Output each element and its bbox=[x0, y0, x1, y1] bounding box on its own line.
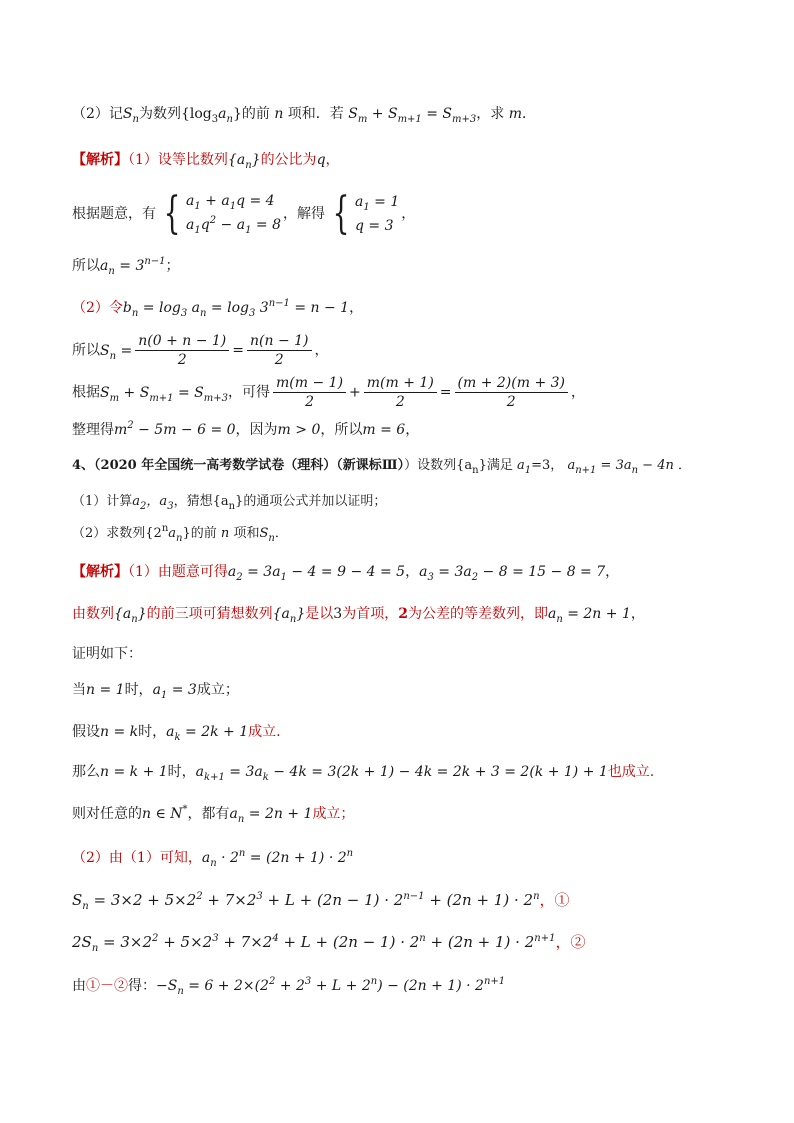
math: $\{a_n\}$ bbox=[227, 152, 261, 171]
solution2-line1 bbox=[72, 562, 619, 584]
text: 的公比为 bbox=[260, 152, 317, 168]
text: 成立. bbox=[248, 724, 281, 740]
math: $a_k = 2k + 1$ bbox=[166, 724, 249, 743]
text: ）设数列{a bbox=[404, 458, 473, 473]
text: （2）记 bbox=[72, 106, 123, 122]
circled-2: ② bbox=[114, 978, 128, 994]
text: ， bbox=[405, 564, 420, 580]
math: $a_n \cdot 2^n = (2n + 1) \cdot 2^n$ bbox=[201, 848, 354, 869]
solution2-line7 bbox=[72, 804, 354, 826]
text: =3， bbox=[531, 458, 564, 473]
math: m > 0 bbox=[277, 422, 321, 438]
math: n = 1 bbox=[86, 682, 125, 698]
text: }满足 bbox=[478, 458, 513, 473]
text: ； bbox=[165, 258, 180, 274]
text: 2 bbox=[398, 606, 408, 622]
solution2-line6 bbox=[72, 762, 654, 784]
text: ， bbox=[630, 606, 645, 622]
solution1-line3 bbox=[72, 256, 180, 278]
text: ， bbox=[405, 422, 420, 438]
text: 的前三项可猜想数列 bbox=[146, 606, 273, 622]
text: ， bbox=[571, 384, 585, 401]
math: $S_n$ bbox=[122, 106, 139, 125]
text: ，都有 bbox=[187, 806, 230, 822]
text: 是以 bbox=[305, 606, 334, 622]
math: $S_m + S_{m+1} = S_{m+3}$ bbox=[348, 106, 477, 125]
math: $a_1$ bbox=[517, 458, 532, 476]
fraction: $\frac{n(n - 1)}{2}$ bbox=[247, 332, 312, 369]
text: ． bbox=[522, 106, 536, 122]
solution2-line4 bbox=[72, 680, 239, 702]
math: q bbox=[316, 152, 326, 168]
question-number: 4、（ bbox=[72, 458, 101, 473]
math: $a_2$，$a_3$ bbox=[132, 494, 174, 512]
text: ， bbox=[325, 152, 340, 168]
question-4-part1: （1）计算$a_2$，$a_3$，猜想$\{a_n\}$的通项公式并加以证明； bbox=[72, 494, 387, 512]
text: 3 bbox=[333, 606, 343, 622]
equation-marker: ，② bbox=[555, 933, 586, 951]
math: m bbox=[508, 106, 522, 122]
text: 也成立. bbox=[607, 764, 655, 780]
text: }的通项公式并加以证明； bbox=[235, 494, 387, 509]
solution2-line8 bbox=[72, 848, 353, 870]
solution1-line2 bbox=[72, 190, 415, 238]
text: 则对任意的 bbox=[72, 806, 142, 822]
text: ，所以 bbox=[320, 422, 363, 438]
math: $a_1 = 3$ bbox=[152, 682, 197, 701]
math: $a_{n+1} = 3a_n - 4n$ bbox=[567, 458, 674, 476]
text: ， bbox=[314, 342, 329, 359]
math: m = 6 bbox=[362, 422, 406, 438]
solution2-line9 bbox=[72, 890, 570, 913]
text: 项和．若 bbox=[287, 106, 344, 122]
question-4: 4、（2020 年全国统一高考数学试卷（理科）（新课标Ⅲ））设数列$\{a_n\}$满足 $a_1=3$， $a_{n+1} = 3a_n - 4n$ ． bbox=[72, 458, 691, 476]
text: 为数列{log bbox=[138, 106, 212, 122]
fraction: $\frac{m(m - 1)}{2}$ bbox=[273, 374, 346, 411]
text: 当 bbox=[72, 682, 86, 698]
circled-1: ① bbox=[86, 978, 100, 994]
math: $-S_n = 6 + 2\times(2^2 + 2^3 + L + 2^n) - (2n + 1) \cdot 2^{n+1}$ bbox=[156, 976, 506, 997]
solution2-line2 bbox=[72, 604, 645, 626]
math: $b_n = \log_3 a_n = \log_3 3^{n-1} = n - 1$ bbox=[122, 298, 350, 319]
text: 那么 bbox=[72, 764, 100, 780]
solution1-line1 bbox=[72, 150, 340, 172]
text: 所以 bbox=[72, 258, 100, 274]
solution1-line6: 根据$S_m + S_{m+1} = S_{m+3}$，可得 $\frac{m(m - 1)}{2}$ + $\frac{m(m + 1)}{2}$ = $\frac{(m + 2)(m + 3)}{2}$ ， bbox=[72, 375, 585, 410]
math: $\{a_n\}$ bbox=[114, 606, 147, 625]
math: $S_m + S_{m+1} = S_{m+3}$ bbox=[100, 384, 229, 404]
question-source: 2020 年全国统一高考数学试卷（理科）（新课标Ⅲ） bbox=[100, 458, 405, 473]
text: ，猜想{a bbox=[173, 494, 229, 509]
text: 得： bbox=[128, 978, 156, 994]
text: （2）令 bbox=[72, 300, 123, 316]
math: $a_2 = 3a_1 - 4 = 9 - 4 = 5$ bbox=[227, 564, 406, 583]
solution2-line10 bbox=[72, 932, 585, 955]
equation-marker: ，① bbox=[539, 891, 570, 909]
text: 整理得 bbox=[72, 422, 114, 438]
text: }的前 bbox=[182, 526, 217, 541]
text: 由 bbox=[72, 978, 86, 994]
solution1-line7 bbox=[72, 420, 419, 442]
text: ，因为 bbox=[235, 422, 278, 438]
text: 项和 bbox=[233, 526, 260, 541]
text: 成立； bbox=[312, 806, 355, 822]
text: 成立； bbox=[196, 682, 239, 698]
solution-tag: 【解析】 bbox=[72, 152, 128, 168]
solution2-line11 bbox=[72, 976, 505, 998]
text: 时， bbox=[138, 724, 167, 740]
text: 根据题意，有 bbox=[72, 206, 156, 222]
text: ． bbox=[274, 526, 288, 541]
math: $a_3 = 3a_2 - 8 = 15 - 8 = 7$ bbox=[419, 564, 606, 583]
equation-system: { $a_1 + a_1q = 4$ $a_1q^2 - a_1 = 8$ bbox=[163, 188, 281, 239]
text: ，求 bbox=[476, 106, 505, 122]
equation-system: { $a_1 = 1$ q = 3 bbox=[332, 188, 400, 239]
solution2-proof-header bbox=[72, 644, 142, 664]
text: ， bbox=[401, 206, 416, 222]
text: }的前 bbox=[232, 106, 270, 122]
math: $a_n = 3^{n-1}$ bbox=[100, 256, 166, 277]
math: $a_n = 2n + 1$ bbox=[547, 606, 631, 625]
text: 所以 bbox=[72, 342, 100, 359]
text: － bbox=[100, 978, 114, 994]
text: （1）设等比数列 bbox=[128, 152, 228, 168]
text: （2）由（1）可知， bbox=[72, 850, 202, 866]
text: 假设 bbox=[72, 724, 100, 740]
solution1-line5: 所以$S_n$ = $\frac{n(0 + n - 1)}{2}$ = $\frac{n(n - 1)}{2}$ ， bbox=[72, 333, 329, 368]
text: 为公差的等差数列，即 bbox=[407, 606, 548, 622]
text: ，解得 bbox=[282, 206, 325, 222]
text: 时， bbox=[167, 764, 196, 780]
fraction: $\frac{(m + 2)(m + 3)}{2}$ bbox=[455, 374, 568, 411]
math: $a_{k+1} = 3a_k - 4k = 3(2k + 1) - 4k = 2k + 3 = 2(k + 1) + 1$ bbox=[195, 764, 608, 783]
math: $a_n$ bbox=[218, 106, 233, 125]
math: n ∈ N* bbox=[142, 804, 188, 822]
math: n bbox=[274, 106, 284, 122]
solution1-line4 bbox=[72, 298, 363, 320]
math: $a_n = 2n + 1$ bbox=[229, 806, 313, 825]
question-4-part2: （2）求数列$\{2^na_n\}$的前 n 项和$S_n$． bbox=[72, 523, 288, 544]
math: $S_n = 3\times 2 + 5\times 2^2 + 7\times 2^3 + L + (2n - 1) \cdot 2^{n-1} + (2n + 1) \cdot 2^n$ bbox=[72, 891, 540, 912]
text: 由数列 bbox=[72, 606, 114, 622]
solution-tag: 【解析】 bbox=[72, 564, 128, 580]
solution2-line5 bbox=[72, 722, 281, 744]
text: ，可得 bbox=[228, 384, 271, 401]
text: （1）计算 bbox=[72, 494, 133, 509]
problem-part2 bbox=[72, 104, 536, 126]
text: 证明如下： bbox=[72, 646, 142, 662]
math: n = k + 1 bbox=[100, 764, 168, 780]
text: （1）由题意可得 bbox=[128, 564, 228, 580]
text: ， bbox=[349, 300, 364, 316]
math: $S_n$ = bbox=[100, 342, 133, 362]
math: $m^2 - 5m - 6 = 0$ bbox=[114, 420, 236, 438]
text: 时， bbox=[124, 682, 153, 698]
text: 为首项， bbox=[342, 606, 399, 622]
text: 根据 bbox=[72, 384, 100, 401]
math: $\{a_n\}$ bbox=[272, 606, 306, 625]
math: n = k bbox=[100, 724, 139, 740]
fraction: $\frac{n(0 + n - 1)}{2}$ bbox=[135, 332, 229, 369]
math: 3 bbox=[211, 114, 219, 125]
text: ， bbox=[605, 564, 620, 580]
fraction: $\frac{m(m + 1)}{2}$ bbox=[364, 374, 437, 411]
math: $2S_n = 3\times 2^2 + 5\times 2^3 + 7\times 2^4 + L + (2n - 1) \cdot 2^n + (2n + 1) \cdot 2^{n+1}$ bbox=[72, 933, 556, 954]
text: （2）求数列{2 bbox=[72, 526, 162, 541]
